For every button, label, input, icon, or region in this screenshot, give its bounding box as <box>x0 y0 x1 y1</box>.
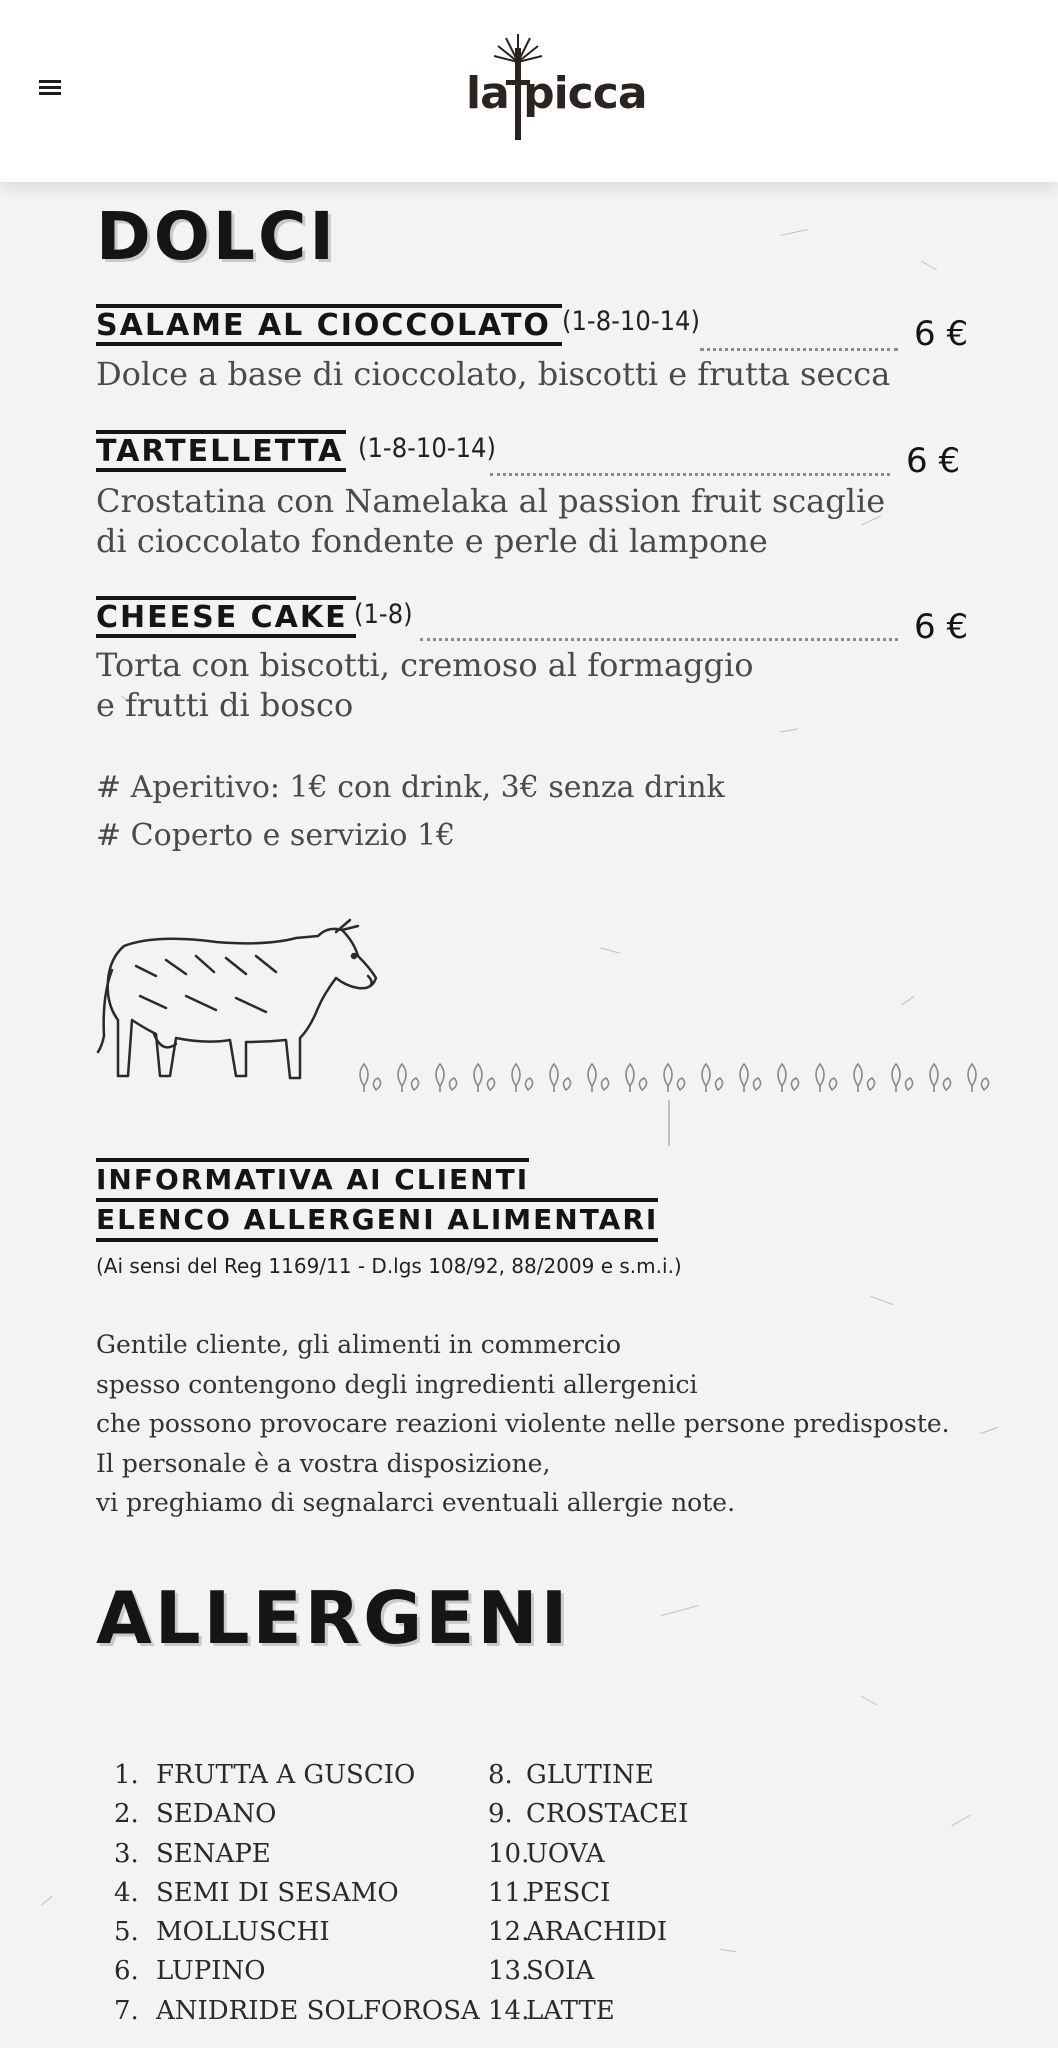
menu-item-description: Dolce a base di cioccolato, biscotti e frutta secca <box>96 355 891 393</box>
menu-item-price: 6 € <box>914 314 969 354</box>
menu-item-description: Torta con biscotti, cremoso al formaggio e frutti di bosco <box>96 646 754 724</box>
menu-item-description: Crostatina con Namelaka al passion fruit scaglie di cioccolato fondente e perle di lampone <box>96 482 886 560</box>
list-item: 1. FRUTTA A GUSCIO <box>114 1760 416 1790</box>
list-item: 11.PESCI <box>488 1877 611 1908</box>
list-item: 14.LATTE <box>488 1995 615 2026</box>
section-title-allergeni: ALLERGENI <box>96 1576 571 1660</box>
info-paragraph-line: Gentile cliente, gli alimenti in commercio <box>96 1330 621 1359</box>
menu-item-allergens: (1-8-10-14) <box>358 433 496 464</box>
list-item: 7. ANIDRIDE SOLFOROSA <box>114 1995 480 2026</box>
info-paragraph-line: che possono provocare reazioni violente nelle persone predisposte. <box>96 1409 950 1438</box>
artichoke-border-decoration <box>352 1056 1002 1096</box>
price-leader-dots <box>700 348 898 351</box>
info-paragraph <box>96 1325 950 1523</box>
menu-item-name: TARTELLETTA <box>96 430 346 472</box>
section-title-dolci: DOLCI <box>96 198 337 275</box>
info-paragraph-line: spesso contengono degli ingredienti allergenici <box>96 1369 698 1399</box>
logo-text: la picca <box>466 68 647 119</box>
info-title-line1: INFORMATIVA AI CLIENTI <box>96 1158 529 1198</box>
info-paragraph-line: Il personale è a vostra disposizione, <box>96 1448 551 1478</box>
info-subtitle: (Ai sensi del Reg 1169/11 - D.lgs 108/92, 88/2009 e s.m.i.) <box>96 1254 682 1278</box>
list-item: 3. SENAPE <box>114 1838 271 1869</box>
list-item: 2. SEDANO <box>114 1799 277 1830</box>
menu-item-name: SALAME AL CIOCCOLATO <box>96 304 562 346</box>
menu-item-allergens: (1-8) <box>354 599 413 630</box>
info-title-line2: ELENCO ALLERGENI ALIMENTARI <box>96 1198 658 1242</box>
list-item: 10.UOVA <box>488 1838 605 1869</box>
menu-item-allergens: (1-8-10-14) <box>562 306 700 337</box>
allergen-list-right <box>488 1756 688 2031</box>
list-item: 9. CROSTACEI <box>488 1799 689 1830</box>
note-aperitivo: # Aperitivo: 1€ con drink, 3€ senza drink <box>96 770 725 805</box>
allergen-list-left <box>114 1756 480 2031</box>
site-logo[interactable] <box>462 28 662 148</box>
menu-item-price: 6 € <box>906 441 961 481</box>
price-leader-dots <box>490 473 890 476</box>
price-leader-dots <box>420 638 898 641</box>
cow-illustration <box>96 916 382 1094</box>
hamburger-menu-icon[interactable] <box>39 80 61 98</box>
list-item: 8. GLUTINE <box>488 1760 654 1790</box>
menu-item-name: CHEESE CAKE <box>96 596 356 638</box>
site-header <box>0 0 1058 182</box>
note-coperto: # Coperto e servizio 1€ <box>96 818 456 853</box>
list-item: 13.SOIA <box>488 1956 595 1987</box>
menu-item-price: 6 € <box>914 607 969 647</box>
info-title <box>96 1158 658 1242</box>
list-item: 12.ARACHIDI <box>488 1917 668 1948</box>
list-item: 4. SEMI DI SESAMO <box>114 1877 399 1908</box>
list-item: 6. LUPINO <box>114 1956 266 1987</box>
list-item: 5. MOLLUSCHI <box>114 1917 330 1948</box>
info-paragraph-line: vi preghiamo di segnalarci eventuali allergie note. <box>96 1488 736 1517</box>
